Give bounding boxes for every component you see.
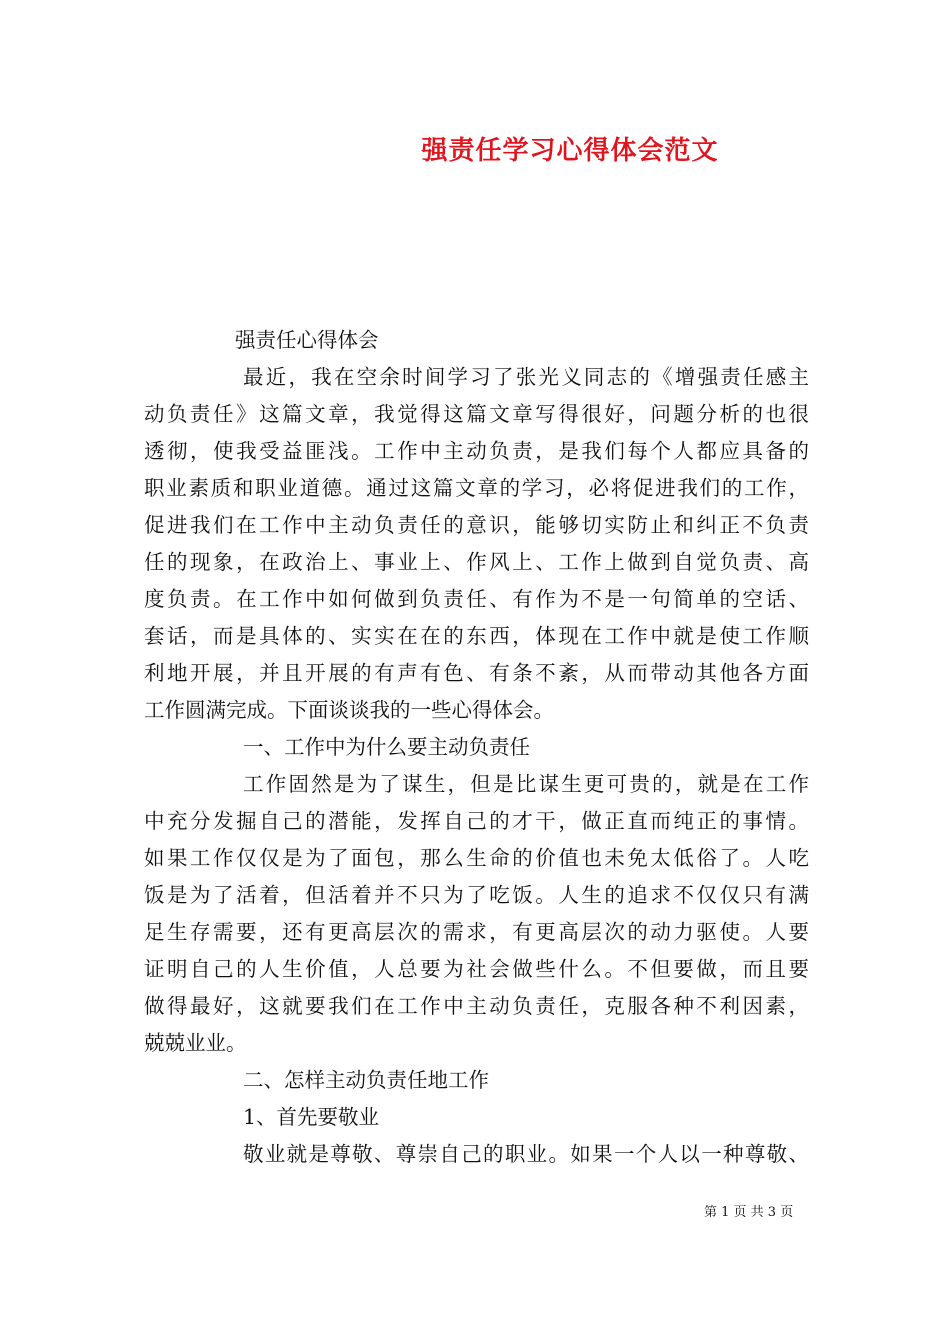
paragraph-line: 足生存需要，还有更高层次的需求，有更高层次的动力驱使。人要 — [144, 920, 809, 944]
paragraph-line: 中充分发掘自己的潜能，发挥自己的才干，做正直而纯正的事情。 — [144, 809, 809, 833]
paragraph-line: 做得最好，这就要我们在工作中主动负责任，克服各种不利因素， — [144, 994, 809, 1018]
paragraph-line: 透彻，使我受益匪浅。工作中主动负责，是我们每个人都应具备的 — [144, 439, 809, 463]
paragraph-line: 职业素质和职业道德。通过这篇文章的学习，必将促进我们的工作， — [144, 476, 809, 500]
paragraph-line: 最近，我在空余时间学习了张光义同志的《增强责任感主 — [243, 365, 809, 389]
paragraph-line: 工作固然是为了谋生，但是比谋生更可贵的，就是在工作 — [243, 772, 809, 796]
paragraph-line: 套话，而是具体的、实实在在的东西，体现在工作中就是使工作顺 — [144, 624, 809, 648]
page-number: 第 1 页 共 3 页 — [704, 1205, 794, 1220]
section-heading: 二、怎样主动负责任地工作 — [243, 1068, 489, 1092]
paragraph-line: 任的现象，在政治上、事业上、作风上、工作上做到自觉负责、高 — [144, 550, 809, 574]
document-body — [144, 322, 809, 1173]
paragraph-line: 度负责。在工作中如何做到负责任、有作为不是一句简单的空话、 — [144, 587, 809, 611]
paragraph-line: 如果工作仅仅是为了面包，那么生命的价值也未免太低俗了。人吃 — [144, 846, 809, 870]
paragraph-line: 工作圆满完成。下面谈谈我的一些心得体会。 — [144, 698, 554, 722]
paragraph-line: 促进我们在工作中主动负责任的意识，能够切实防止和纠正不负责 — [144, 513, 809, 537]
document-title: 强责任学习心得体会范文 — [421, 136, 719, 166]
paragraph-line: 饭是为了活着，但活着并不只为了吃饭。人生的追求不仅仅只有满 — [144, 883, 809, 907]
paragraph-line: 证明自己的人生价值，人总要为社会做些什么。不但要做，而且要 — [144, 957, 809, 981]
subsection-heading: 1、首先要敬业 — [243, 1105, 380, 1129]
document-subtitle: 强责任心得体会 — [235, 328, 379, 352]
paragraph-line: 动负责任》这篇文章，我觉得这篇文章写得很好，问题分析的也很 — [144, 402, 809, 426]
paragraph-line: 利地开展，并且开展的有声有色、有条不紊，从而带动其他各方面 — [144, 661, 809, 685]
paragraph-line: 兢兢业业。 — [144, 1031, 247, 1055]
section-heading: 一、工作中为什么要主动负责任 — [243, 735, 530, 759]
paragraph-line: 敬业就是尊敬、尊崇自己的职业。如果一个人以一种尊敬、 — [243, 1142, 809, 1166]
